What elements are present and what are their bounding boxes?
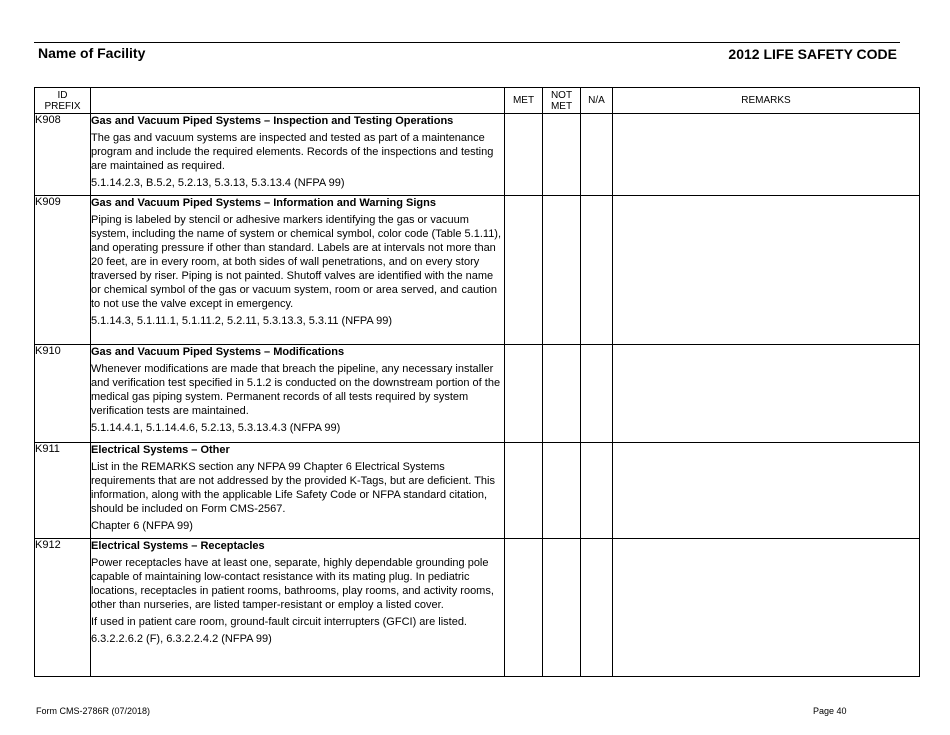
tag-reference: 6.3.2.2.6.2 (F), 6.3.2.2.4.2 (NFPA 99) bbox=[91, 633, 272, 645]
tag-description bbox=[91, 443, 505, 539]
tag-paragraph: List in the REMARKS section any NFPA 99 Chapter 6 Electrical Systems requirements that are not addressed by the provided K-Tags, but are deficient. This information, along with the applicable Life Safety Code or NFPA standard citation, should be included on Form CMS-2567. bbox=[91, 461, 495, 515]
table-row bbox=[35, 345, 920, 443]
tag-description bbox=[91, 114, 505, 196]
table-header-row bbox=[35, 88, 920, 114]
tag-title: Electrical Systems – Other bbox=[91, 444, 230, 456]
facility-name-label: Name of Facility bbox=[38, 45, 146, 61]
na-header: N/A bbox=[581, 88, 613, 114]
tag-reference: Chapter 6 (NFPA 99) bbox=[91, 520, 193, 532]
tag-description bbox=[91, 345, 505, 443]
met-cell[interactable] bbox=[505, 443, 543, 539]
met-cell[interactable] bbox=[505, 345, 543, 443]
remarks-cell[interactable] bbox=[613, 443, 920, 539]
remarks-cell[interactable] bbox=[613, 196, 920, 345]
tag-paragraph: The gas and vacuum systems are inspected and tested as part of a maintenance program and include the required elements. Records of the inspections and testing are maintained as required. bbox=[91, 132, 494, 172]
met-header: MET bbox=[505, 88, 543, 114]
k-tag-table bbox=[34, 87, 920, 677]
tag-description bbox=[91, 196, 505, 345]
tag-id: K908 bbox=[35, 114, 91, 196]
tag-paragraph: Whenever modifications are made that breach the pipeline, any necessary installer and verification test specified in 5.1.2 is conducted on the downstream portion of the medical gas piping system. Permanent records of all tests required by system verification tests are maintained. bbox=[91, 363, 501, 417]
tag-id: K910 bbox=[35, 345, 91, 443]
tag-id: K911 bbox=[35, 443, 91, 539]
tag-title: Electrical Systems – Receptacles bbox=[91, 540, 265, 552]
tag-paragraph: Piping is labeled by stencil or adhesive markers identifying the gas or vacuum system, including the name of system or chemical symbol, color code (Table 5.1.11), and operating pressure if other than standard. Labels are at intervals not more than 20 feet, are in every room, at both sides of wall penetrations, and on every story traversed by riser. Piping is not painted. Shutoff valves are identified with the name or chemical symbol of the gas or vacuum system, room or area served, and caution to not use the valve except in emergency. bbox=[91, 214, 502, 310]
description-header bbox=[91, 88, 505, 114]
tag-id: K912 bbox=[35, 539, 91, 677]
header-rule bbox=[34, 42, 900, 43]
tag-title: Gas and Vacuum Piped Systems – Inspection and Testing Operations bbox=[91, 115, 454, 127]
tag-id: K909 bbox=[35, 196, 91, 345]
not-met-cell[interactable] bbox=[543, 345, 581, 443]
remarks-header: REMARKS bbox=[613, 88, 920, 114]
met-cell[interactable] bbox=[505, 114, 543, 196]
tag-paragraph: Power receptacles have at least one, separate, highly dependable grounding pole capable of maintaining low-contact resistance with its mating plug. In pediatric locations, receptacles in patient rooms, bathrooms, play rooms, and activity rooms, other than nurseries, are listed tamper-resistant or employ a listed cover. bbox=[91, 557, 494, 611]
met-cell[interactable] bbox=[505, 196, 543, 345]
tag-paragraph: If used in patient care room, ground-fault circuit interrupters (GFCI) are listed. bbox=[91, 616, 467, 628]
tag-title: Gas and Vacuum Piped Systems – Modifications bbox=[91, 346, 345, 358]
not-met-cell[interactable] bbox=[543, 196, 581, 345]
remarks-cell[interactable] bbox=[613, 539, 920, 677]
tag-reference: 5.1.14.4.1, 5.1.14.4.6, 5.2.13, 5.3.13.4.3 (NFPA 99) bbox=[91, 422, 341, 434]
remarks-cell[interactable] bbox=[613, 345, 920, 443]
tag-title: Gas and Vacuum Piped Systems – Information and Warning Signs bbox=[91, 197, 436, 209]
not-met-header: NOT MET bbox=[543, 88, 581, 114]
not-met-cell[interactable] bbox=[543, 443, 581, 539]
table-row bbox=[35, 539, 920, 677]
na-cell[interactable] bbox=[581, 443, 613, 539]
not-met-cell[interactable] bbox=[543, 539, 581, 677]
table-row bbox=[35, 196, 920, 345]
na-cell[interactable] bbox=[581, 345, 613, 443]
na-cell[interactable] bbox=[581, 114, 613, 196]
na-cell[interactable] bbox=[581, 539, 613, 677]
table-row bbox=[35, 443, 920, 539]
id-prefix-header: ID PREFIX bbox=[35, 88, 91, 114]
remarks-cell[interactable] bbox=[613, 114, 920, 196]
met-cell[interactable] bbox=[505, 539, 543, 677]
tag-description bbox=[91, 539, 505, 677]
tag-reference: 5.1.14.2.3, B.5.2, 5.2.13, 5.3.13, 5.3.13.4 (NFPA 99) bbox=[91, 177, 345, 189]
tag-reference: 5.1.14.3, 5.1.11.1, 5.1.11.2, 5.2.11, 5.3.13.3, 5.3.11 (NFPA 99) bbox=[91, 315, 393, 327]
table-row bbox=[35, 114, 920, 196]
not-met-cell[interactable] bbox=[543, 114, 581, 196]
code-title: 2012 LIFE SAFETY CODE bbox=[728, 46, 897, 62]
page-number: Page 40 bbox=[813, 706, 847, 716]
form-id: Form CMS-2786R (07/2018) bbox=[36, 706, 151, 716]
na-cell[interactable] bbox=[581, 196, 613, 345]
